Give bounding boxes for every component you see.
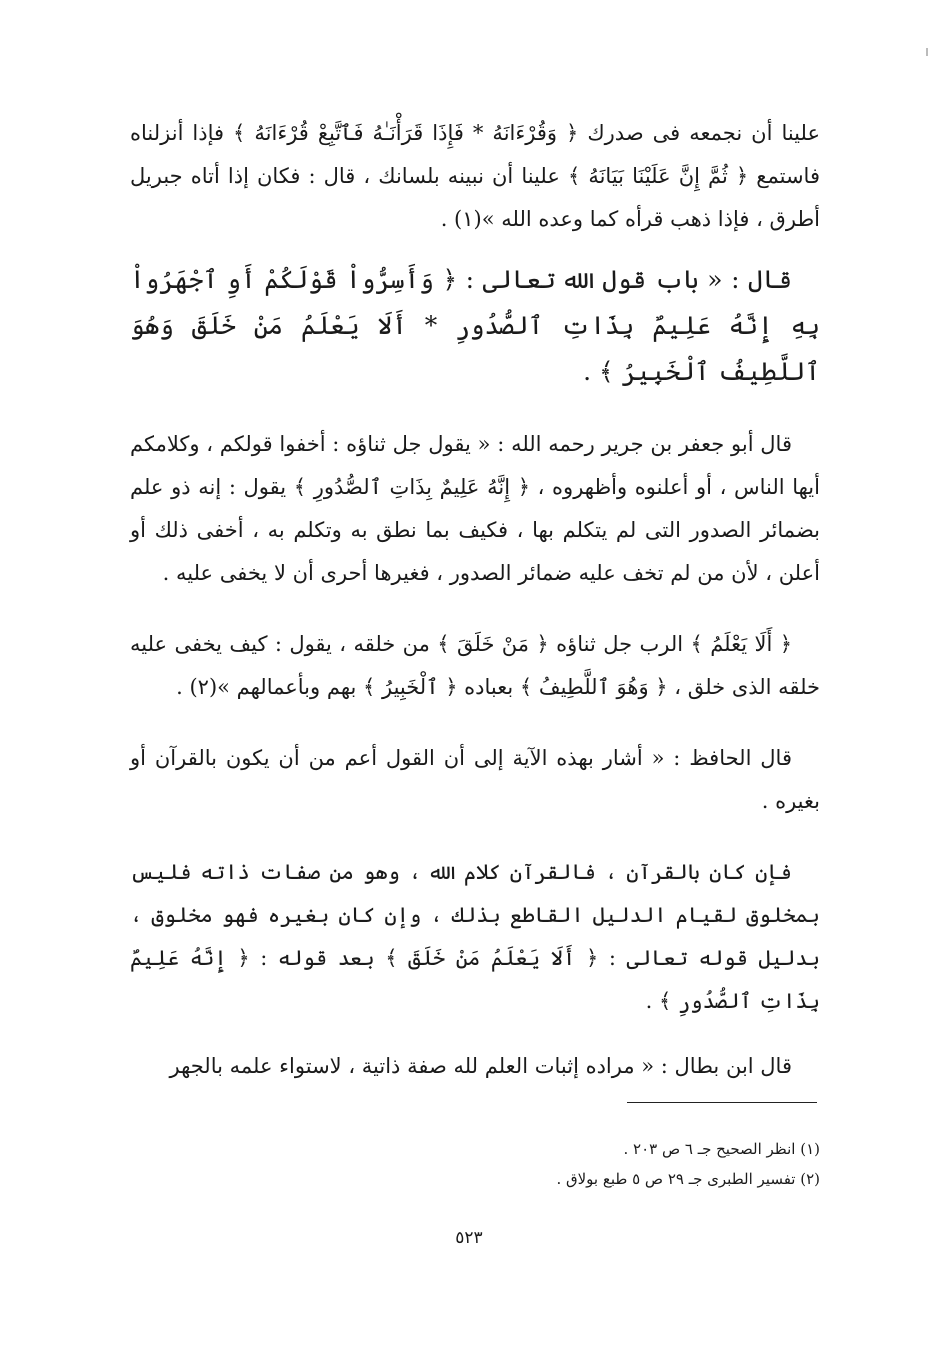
paragraph-5: قال الحافظ : « أشار بهذه الآية إلى أن القول أعم من أن يكون بالقرآن أو بغيره . xyxy=(130,746,820,813)
paragraph-4: ﴿ أَلَا يَعْلَمُ ﴾ الرب جل ثناؤه ﴿ مَنْ خَلَقَ ﴾ من خلقه ، يقول : كيف يخفى عليه خلقه الذى خلق ، ﴿ وَهُوَ ٱللَّطِيفُ ﴾ بعباده ﴿ ٱلْخَبِيرُ ﴾ بهم وبأعمالهم »(٢) . xyxy=(130,632,820,699)
paragraph-3: قال أبو جعفر بن جرير رحمه الله : « يقول جل ثناؤه : أخفوا قولكم ، وكلامكم أيها الناس ، أو أعلنوه وأظهروه ، ﴿ إِنَّهُ عَلِيمٌ بِذَاتِ ٱلصُّدُورِ ﴾ يقول : إنه ذو علم بضمائر الصدور التى لم يتكلم بها ، فكيف بما نطق به وتكلم به ، أخفى ذلك أو أعلن ، لأن من لم تخف عليه ضمائر الصدور ، فغيرها أحرى أن لا يخفى عليه . xyxy=(130,432,820,585)
footnotes xyxy=(440,1134,820,1194)
paragraph-2-verse: قال : « باب قول الله تعالى : ﴿ وَأَسِرُّواْ قَوْلَكُمْ أَوِ ٱجْهَرُواْ بِهِ إِنَّهُ عَلِيمٌ بِذَاتِ ٱلصُّدُورِ * أَلَا يَعْلَمُ مَنْ خَلَقَ وَهُوَ ٱللَّطِيفُ ٱلْخَبِيرُ ﴾ . xyxy=(130,265,820,386)
page-body xyxy=(130,112,820,1088)
footnote-1: (١) انظر الصحيح جـ ٦ ص ٢٠٣ . xyxy=(623,1140,820,1158)
paragraph-1: علينا أن نجمعه فى صدرك ﴿ وَقُرْءَانَهُ * فَإِذَا قَرَأْنَـٰهُ فَٱتَّبِعْ قُرْءَانَهُ ﴾ فإذا أنزلناه فاستمع ﴿ ثُمَّ إِنَّ عَلَيْنَا بَيَانَهُ ﴾ علينا أن نبينه بلسانك ، قال : فكان إذا أتاه جبريل أطرق ، فإذا ذهب قرأه كما وعده الله »(١) . xyxy=(130,121,820,231)
paragraph-6: فإن كان بالقرآن ، فالقرآن كلام الله ، وهو من صفات ذاته فليس بمخلوق لقيام الدليل القاطع بذلك ، وإن كان بغيره فهو مخلوق ، بدليل قوله تعالى : ﴿ أَلَا يَعْلَمُ مَنْ خَلَقَ ﴾ بعد قوله : ﴿ إِنَّهُ عَلِيمٌ بِذَاتِ ٱلصُّدُورِ ﴾ . xyxy=(130,860,820,1013)
paragraph-7: قال ابن بطال : « مراده إثبات العلم لله صفة ذاتية ، لاستواء علمه بالجهر xyxy=(169,1054,792,1078)
footnote-divider xyxy=(627,1102,817,1103)
page-number: ٥٢٣ xyxy=(455,1228,483,1248)
footnote-2: (٢) تفسير الطبرى جـ ٢٩ ص ٥ طبع بولاق . xyxy=(556,1170,820,1188)
margin-mark xyxy=(926,48,928,56)
